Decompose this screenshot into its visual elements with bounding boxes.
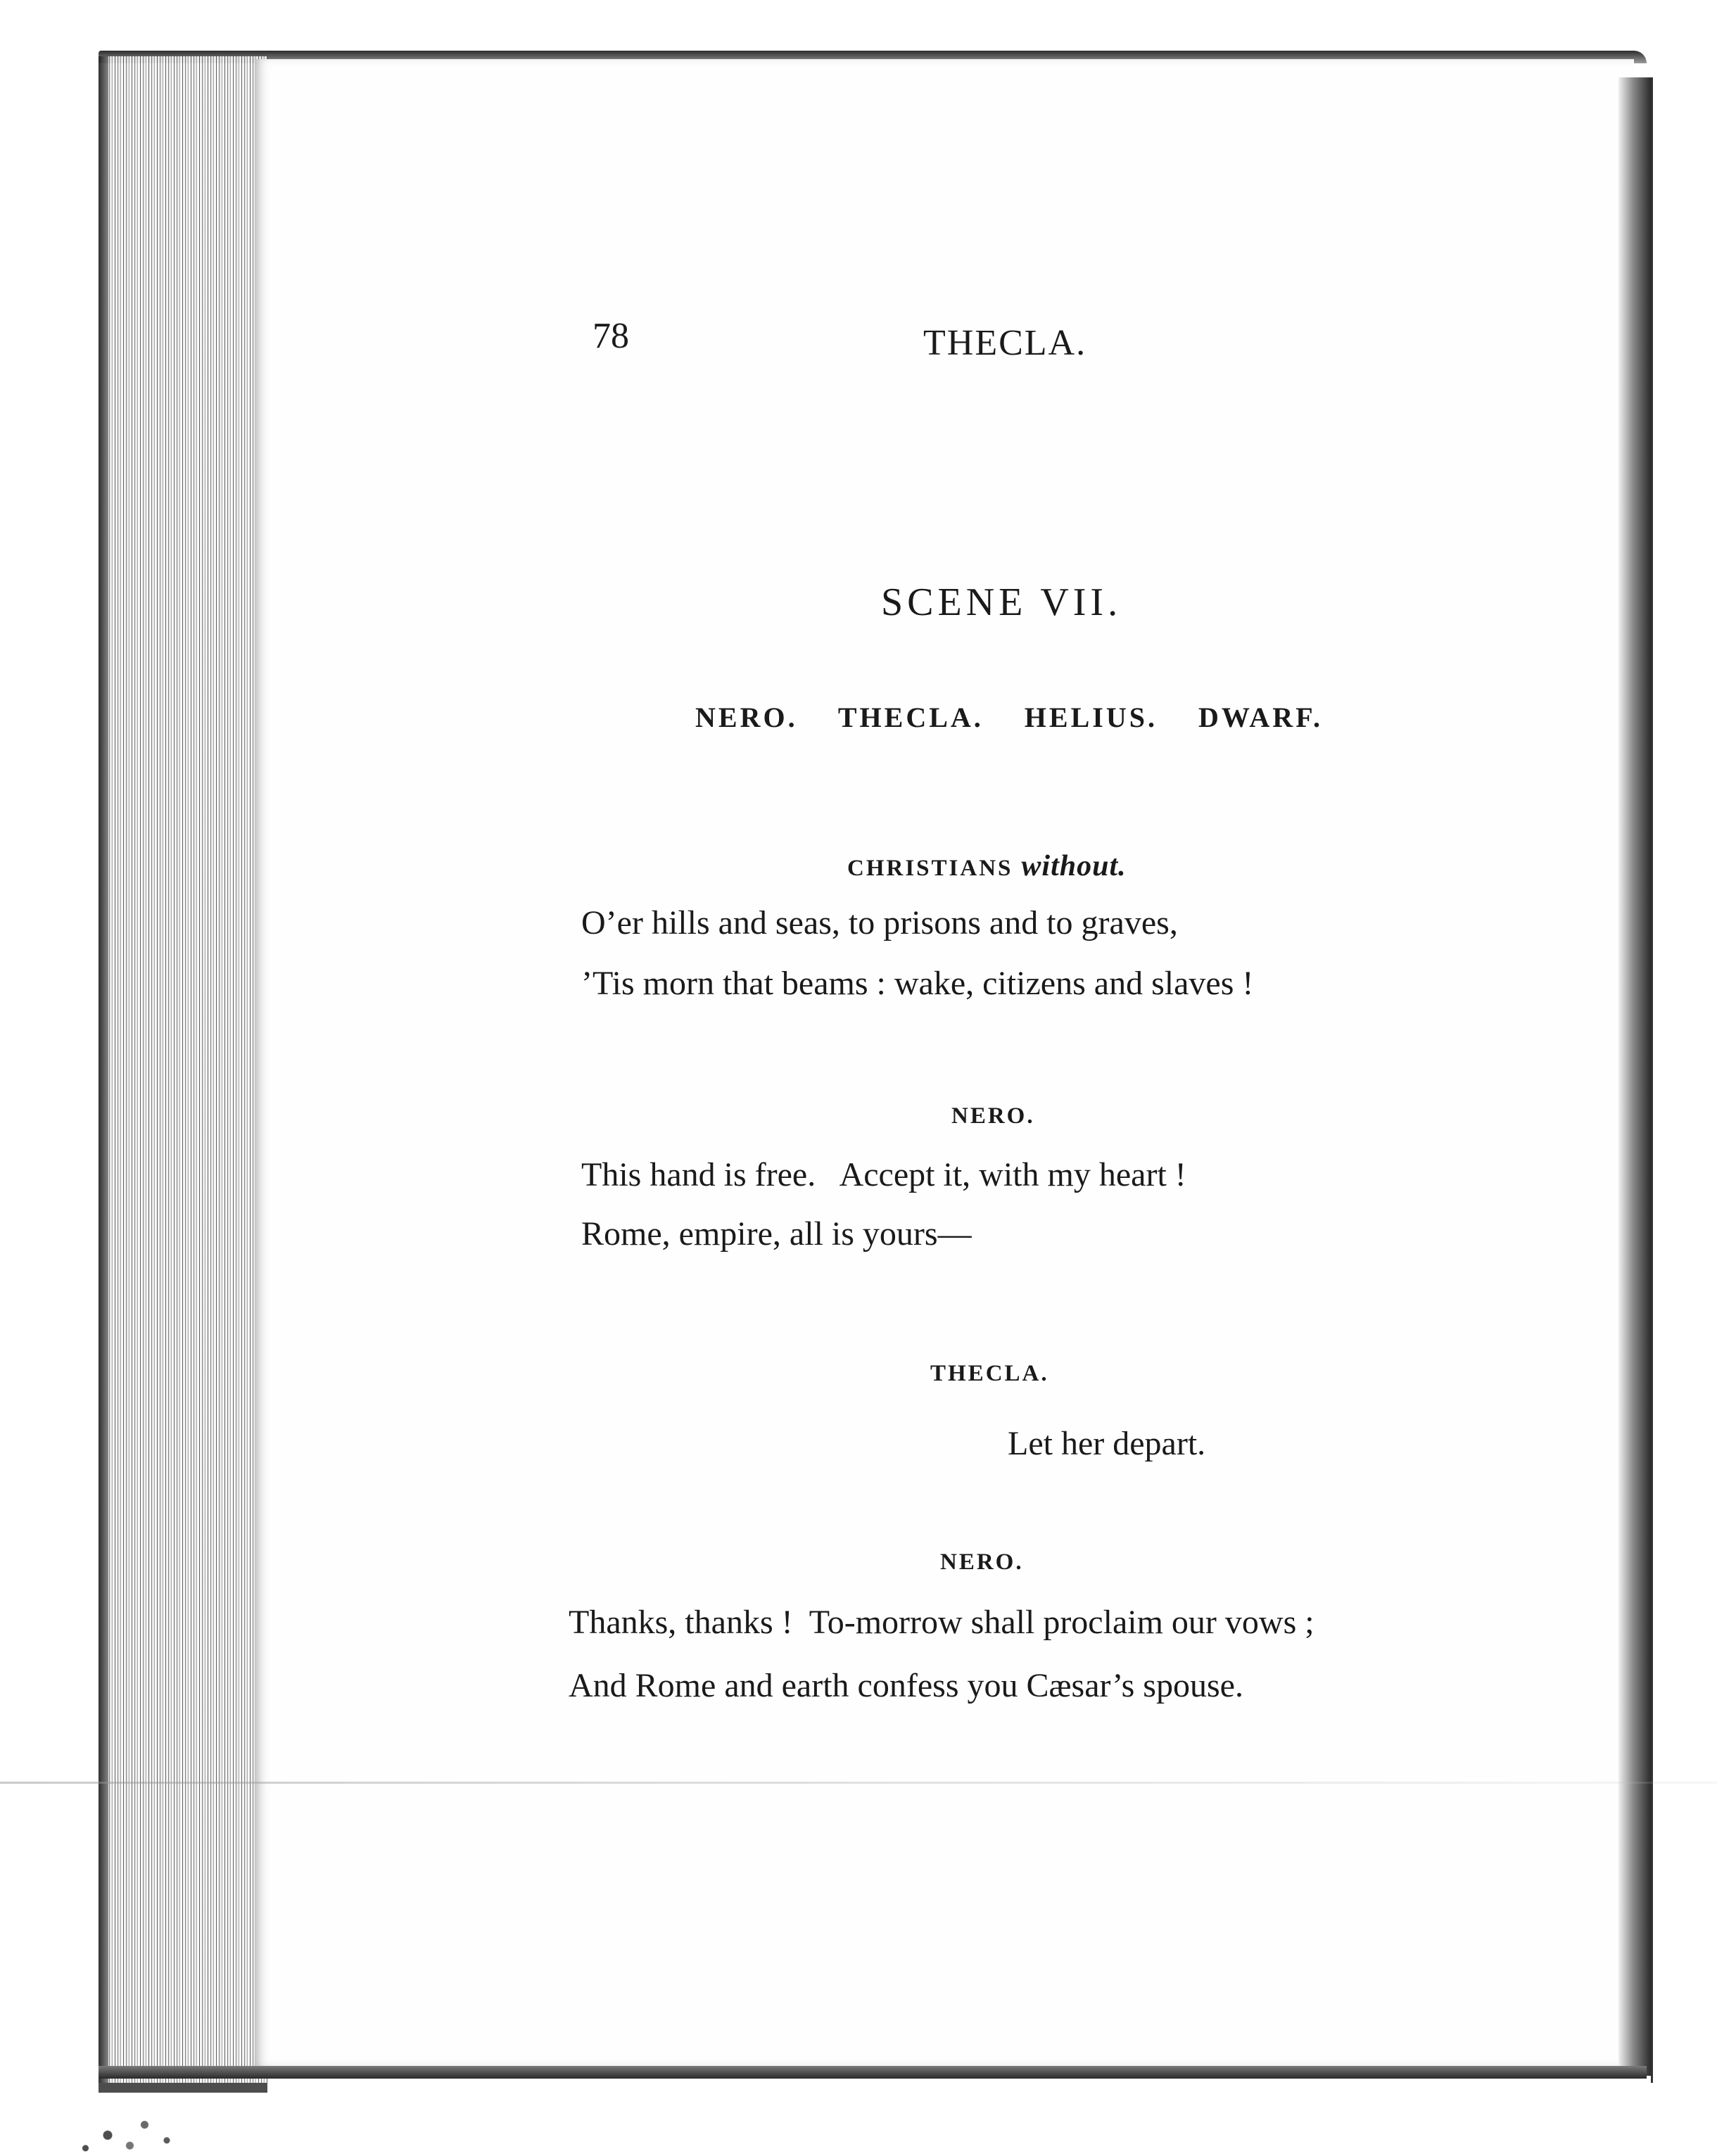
verse-line: ’Tis morn that beams : wake, citizens and slaves ! xyxy=(581,965,1254,1002)
verse-line: Thanks, thanks ! To-morrow shall proclaim our vows ; xyxy=(569,1604,1314,1641)
verse-line: O’er hills and seas, to prisons and to graves, xyxy=(581,904,1178,941)
speaker-label: THECLA. xyxy=(930,1361,1049,1386)
page-number: 78 xyxy=(593,316,629,356)
speaker-label: NERO. xyxy=(951,1103,1035,1129)
gutter-shadow xyxy=(1618,77,1651,2076)
page-stack-edges xyxy=(99,56,267,2083)
speaker-name: CHRISTIANS xyxy=(847,856,1013,881)
scene-heading: SCENE VII. xyxy=(881,581,1122,624)
verse-line: This hand is free. Accept it, with my heart ! xyxy=(581,1156,1186,1193)
cast-member: NERO. xyxy=(695,702,798,733)
stage-direction: without. xyxy=(1021,850,1127,882)
cast-list xyxy=(695,704,1323,732)
cast-member: THECLA. xyxy=(837,702,984,733)
scan-artifact-line xyxy=(0,1782,1717,1784)
speaker-label xyxy=(847,851,1127,881)
cast-member: HELIUS. xyxy=(1024,702,1158,733)
verse-line: Rome, empire, all is yours— xyxy=(581,1215,972,1253)
speaker-label: NERO. xyxy=(940,1549,1024,1575)
running-head: THECLA. xyxy=(923,323,1087,363)
verse-line: And Rome and earth confess you Cæsar’s spouse. xyxy=(569,1667,1243,1704)
verse-line: Let her depart. xyxy=(1008,1425,1206,1462)
scan-corner-noise xyxy=(63,2104,211,2156)
book-bottom-edge xyxy=(99,2066,1647,2079)
cast-member: DWARF. xyxy=(1198,702,1323,733)
